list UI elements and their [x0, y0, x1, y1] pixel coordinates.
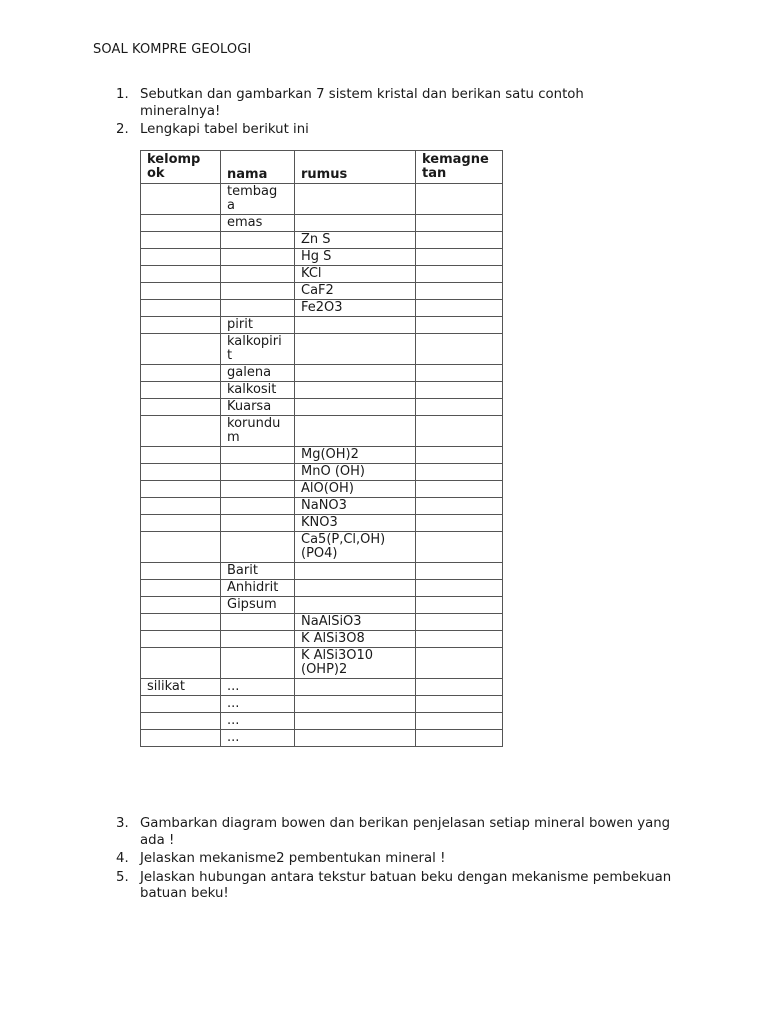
cell-rumus: K AlSi3O10 (OHP)2 — [295, 648, 416, 679]
cell-rumus — [295, 679, 416, 696]
page-title: SOAL KOMPRE GEOLOGI — [93, 42, 252, 57]
cell-kelompok — [141, 532, 221, 563]
cell-kemagnetan — [416, 447, 503, 464]
table-row — [141, 317, 503, 334]
cell-kemagnetan — [416, 563, 503, 580]
cell-kemagnetan — [416, 215, 503, 232]
cell-kelompok — [141, 696, 221, 713]
cell-nama — [221, 481, 295, 498]
table-row — [141, 532, 503, 563]
table-row — [141, 730, 503, 747]
cell-kelompok — [141, 498, 221, 515]
cell-kelompok — [141, 382, 221, 399]
table-row — [141, 580, 503, 597]
table-row — [141, 266, 503, 283]
cell-kelompok — [141, 215, 221, 232]
cell-rumus — [295, 382, 416, 399]
cell-kelompok — [141, 300, 221, 317]
cell-nama — [221, 300, 295, 317]
table-row — [141, 365, 503, 382]
table-row — [141, 215, 503, 232]
cell-nama: Gipsum — [221, 597, 295, 614]
question-text: Jelaskan mekanisme2 pembentukan mineral ! — [140, 851, 446, 866]
cell-nama — [221, 515, 295, 532]
table-row — [141, 232, 503, 249]
cell-kemagnetan — [416, 498, 503, 515]
cell-nama — [221, 648, 295, 679]
cell-kemagnetan — [416, 580, 503, 597]
table-row — [141, 679, 503, 696]
cell-kemagnetan — [416, 266, 503, 283]
cell-kelompok — [141, 713, 221, 730]
cell-kelompok — [141, 317, 221, 334]
cell-rumus: Ca5(P,Cl,OH) (PO4) — [295, 532, 416, 563]
question-list-bottom — [112, 816, 672, 905]
cell-kemagnetan — [416, 713, 503, 730]
cell-rumus: Hg S — [295, 249, 416, 266]
header-rumus: rumus — [295, 151, 416, 184]
cell-kelompok — [141, 648, 221, 679]
cell-rumus: K AlSi3O8 — [295, 631, 416, 648]
cell-kemagnetan — [416, 334, 503, 365]
cell-kemagnetan — [416, 365, 503, 382]
cell-kelompok — [141, 365, 221, 382]
cell-nama — [221, 232, 295, 249]
cell-rumus — [295, 597, 416, 614]
question-item — [112, 851, 672, 868]
table-row — [141, 447, 503, 464]
question-item — [112, 816, 672, 849]
table-row — [141, 464, 503, 481]
table-row — [141, 696, 503, 713]
cell-nama — [221, 532, 295, 563]
cell-rumus — [295, 184, 416, 215]
cell-kemagnetan — [416, 679, 503, 696]
question-number: 4. — [116, 851, 129, 866]
header-kelompok: kelomp ok — [141, 151, 221, 184]
table-row — [141, 498, 503, 515]
question-text: Gambarkan diagram bowen dan berikan penjelasan setiap mineral bowen yang ada ! — [140, 816, 671, 848]
cell-rumus: Fe2O3 — [295, 300, 416, 317]
cell-kelompok — [141, 580, 221, 597]
cell-kelompok — [141, 283, 221, 300]
cell-nama — [221, 631, 295, 648]
cell-kemagnetan — [416, 648, 503, 679]
cell-nama — [221, 283, 295, 300]
cell-nama: pirit — [221, 317, 295, 334]
cell-nama: tembag a — [221, 184, 295, 215]
cell-kelompok — [141, 416, 221, 447]
cell-rumus: Mg(OH)2 — [295, 447, 416, 464]
cell-kemagnetan — [416, 614, 503, 631]
cell-nama: Anhidrit — [221, 580, 295, 597]
cell-nama: ... — [221, 713, 295, 730]
cell-rumus — [295, 730, 416, 747]
cell-kelompok — [141, 730, 221, 747]
question-text: Sebutkan dan gambarkan 7 sistem kristal dan berikan satu contoh mineralnya! — [140, 87, 584, 119]
cell-kemagnetan — [416, 416, 503, 447]
question-number: 1. — [116, 87, 129, 102]
cell-rumus: KCl — [295, 266, 416, 283]
cell-nama — [221, 249, 295, 266]
cell-kemagnetan — [416, 597, 503, 614]
table-row — [141, 249, 503, 266]
question-number: 2. — [116, 122, 129, 137]
question-item — [112, 122, 632, 139]
cell-kelompok — [141, 399, 221, 416]
cell-kemagnetan — [416, 382, 503, 399]
question-item — [112, 87, 632, 120]
cell-kemagnetan — [416, 249, 503, 266]
cell-nama: ... — [221, 696, 295, 713]
question-number: 5. — [116, 869, 129, 885]
question-text: Jelaskan hubungan antara tekstur batuan beku dengan mekanisme pembekuan batuan beku! — [140, 869, 672, 901]
question-number: 3. — [116, 816, 129, 831]
cell-kelompok — [141, 563, 221, 580]
cell-nama: kalkosit — [221, 382, 295, 399]
table-row — [141, 283, 503, 300]
cell-rumus — [295, 563, 416, 580]
cell-kelompok — [141, 481, 221, 498]
cell-rumus: CaF2 — [295, 283, 416, 300]
cell-kemagnetan — [416, 730, 503, 747]
header-nama: nama — [221, 151, 295, 184]
cell-kelompok — [141, 232, 221, 249]
cell-rumus — [295, 215, 416, 232]
cell-kemagnetan — [416, 464, 503, 481]
cell-rumus — [295, 317, 416, 334]
cell-kemagnetan — [416, 481, 503, 498]
cell-rumus — [295, 713, 416, 730]
table-row — [141, 300, 503, 317]
cell-rumus — [295, 399, 416, 416]
question-list-top — [112, 87, 632, 141]
cell-kelompok — [141, 334, 221, 365]
cell-rumus: MnO (OH) — [295, 464, 416, 481]
cell-rumus: KNO3 — [295, 515, 416, 532]
table-row — [141, 481, 503, 498]
table-row — [141, 713, 503, 730]
table-row — [141, 515, 503, 532]
cell-nama: emas — [221, 215, 295, 232]
cell-kelompok — [141, 266, 221, 283]
question-text: Lengkapi tabel berikut ini — [140, 122, 309, 137]
cell-rumus — [295, 365, 416, 382]
cell-kemagnetan — [416, 631, 503, 648]
cell-kelompok — [141, 464, 221, 481]
cell-kemagnetan — [416, 515, 503, 532]
cell-nama — [221, 614, 295, 631]
cell-kemagnetan — [416, 232, 503, 249]
cell-kelompok — [141, 597, 221, 614]
cell-kemagnetan — [416, 184, 503, 215]
table-row — [141, 597, 503, 614]
table-row — [141, 631, 503, 648]
cell-rumus: NaNO3 — [295, 498, 416, 515]
cell-nama: Barit — [221, 563, 295, 580]
table-row — [141, 399, 503, 416]
cell-kemagnetan — [416, 532, 503, 563]
cell-nama — [221, 498, 295, 515]
mineral-table — [140, 150, 503, 747]
table-row — [141, 648, 503, 679]
header-kemagnetan: kemagne tan — [416, 151, 503, 184]
table-row — [141, 563, 503, 580]
table-row — [141, 382, 503, 399]
cell-kemagnetan — [416, 399, 503, 416]
cell-nama — [221, 464, 295, 481]
cell-nama: kalkopiri t — [221, 334, 295, 365]
table-row — [141, 184, 503, 215]
cell-kelompok — [141, 515, 221, 532]
question-item — [112, 870, 672, 903]
cell-rumus: AlO(OH) — [295, 481, 416, 498]
cell-nama: galena — [221, 365, 295, 382]
cell-nama: Kuarsa — [221, 399, 295, 416]
cell-kelompok — [141, 614, 221, 631]
cell-nama — [221, 447, 295, 464]
table-row — [141, 334, 503, 365]
cell-rumus — [295, 416, 416, 447]
cell-nama: ... — [221, 730, 295, 747]
cell-nama — [221, 266, 295, 283]
table-row — [141, 416, 503, 447]
cell-rumus — [295, 580, 416, 597]
cell-kelompok — [141, 184, 221, 215]
table-header-row — [141, 151, 503, 184]
table-row — [141, 614, 503, 631]
cell-rumus — [295, 334, 416, 365]
cell-kelompok — [141, 631, 221, 648]
cell-rumus — [295, 696, 416, 713]
cell-rumus: NaAlSiO3 — [295, 614, 416, 631]
cell-nama: korundu m — [221, 416, 295, 447]
cell-kelompok — [141, 249, 221, 266]
cell-kemagnetan — [416, 696, 503, 713]
cell-nama: ... — [221, 679, 295, 696]
cell-kelompok: silikat — [141, 679, 221, 696]
cell-kemagnetan — [416, 317, 503, 334]
cell-kemagnetan — [416, 283, 503, 300]
cell-kemagnetan — [416, 300, 503, 317]
cell-kelompok — [141, 447, 221, 464]
cell-rumus: Zn S — [295, 232, 416, 249]
